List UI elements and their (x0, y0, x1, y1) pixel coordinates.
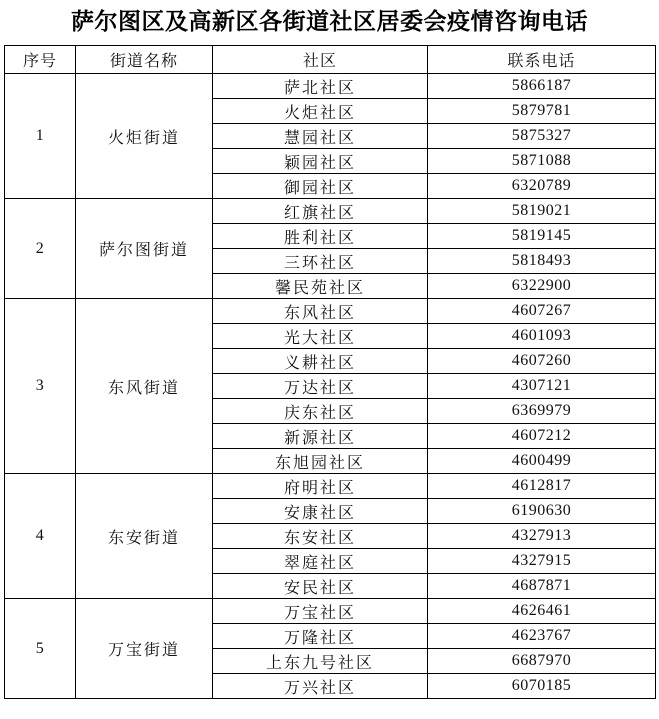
community-cell: 慧园社区 (213, 124, 428, 149)
community-cell: 馨民苑社区 (213, 274, 428, 299)
phone-cell: 5875327 (428, 124, 656, 149)
phone-cell: 5819145 (428, 224, 656, 249)
community-cell: 新源社区 (213, 424, 428, 449)
phone-cell: 6190630 (428, 499, 656, 524)
community-cell: 府明社区 (213, 474, 428, 499)
phone-cell: 4600499 (428, 449, 656, 474)
community-cell: 东安社区 (213, 524, 428, 549)
community-cell: 万隆社区 (213, 624, 428, 649)
community-cell: 上东九号社区 (213, 649, 428, 674)
phone-cell: 4607267 (428, 299, 656, 324)
phone-cell: 4607260 (428, 349, 656, 374)
community-cell: 光大社区 (213, 324, 428, 349)
community-cell: 万宝社区 (213, 599, 428, 624)
street-name-cell: 萨尔图街道 (76, 199, 213, 299)
community-cell: 三环社区 (213, 249, 428, 274)
community-cell: 翠庭社区 (213, 549, 428, 574)
table-body (5, 74, 656, 699)
phone-cell: 4623767 (428, 624, 656, 649)
community-cell: 胜利社区 (213, 224, 428, 249)
community-cell: 火炬社区 (213, 99, 428, 124)
community-cell: 万达社区 (213, 374, 428, 399)
community-cell: 安康社区 (213, 499, 428, 524)
index-cell: 2 (5, 199, 76, 299)
table-row (5, 599, 656, 624)
community-cell: 萨北社区 (213, 74, 428, 99)
header-phone: 联系电话 (428, 46, 656, 74)
index-cell: 4 (5, 474, 76, 599)
phone-cell: 6070185 (428, 674, 656, 699)
community-cell: 义耕社区 (213, 349, 428, 374)
phone-cell: 5818493 (428, 249, 656, 274)
community-cell: 万兴社区 (213, 674, 428, 699)
phone-cell: 4607212 (428, 424, 656, 449)
phone-cell: 4307121 (428, 374, 656, 399)
phone-cell: 6320789 (428, 174, 656, 199)
street-name-cell: 火炬街道 (76, 74, 213, 199)
table-header-row (5, 46, 656, 74)
phone-cell: 4612817 (428, 474, 656, 499)
community-cell: 御园社区 (213, 174, 428, 199)
phone-cell: 4687871 (428, 574, 656, 599)
phone-cell: 5819021 (428, 199, 656, 224)
header-street: 街道名称 (76, 46, 213, 74)
community-cell: 东风社区 (213, 299, 428, 324)
index-cell: 3 (5, 299, 76, 474)
street-name-cell: 东安街道 (76, 474, 213, 599)
phone-cell: 4601093 (428, 324, 656, 349)
community-cell: 红旗社区 (213, 199, 428, 224)
header-index: 序号 (5, 46, 76, 74)
header-community: 社区 (213, 46, 428, 74)
page-title: 萨尔图区及高新区各街道社区居委会疫情咨询电话 (71, 9, 588, 35)
phone-cell: 6322900 (428, 274, 656, 299)
community-cell: 东旭园社区 (213, 449, 428, 474)
phone-cell: 4327913 (428, 524, 656, 549)
index-cell: 1 (5, 74, 76, 199)
table-row (5, 299, 656, 324)
contact-table (4, 45, 656, 699)
table-row (5, 74, 656, 99)
phone-cell: 6687970 (428, 649, 656, 674)
table-row (5, 199, 656, 224)
street-name-cell: 东风街道 (76, 299, 213, 474)
community-cell: 庆东社区 (213, 399, 428, 424)
phone-cell: 4626461 (428, 599, 656, 624)
community-cell: 安民社区 (213, 574, 428, 599)
community-cell: 颖园社区 (213, 149, 428, 174)
phone-cell: 5879781 (428, 99, 656, 124)
index-cell: 5 (5, 599, 76, 699)
phone-cell: 6369979 (428, 399, 656, 424)
phone-cell: 4327915 (428, 549, 656, 574)
table-row (5, 474, 656, 499)
street-name-cell: 万宝街道 (76, 599, 213, 699)
phone-cell: 5871088 (428, 149, 656, 174)
phone-cell: 5866187 (428, 74, 656, 99)
